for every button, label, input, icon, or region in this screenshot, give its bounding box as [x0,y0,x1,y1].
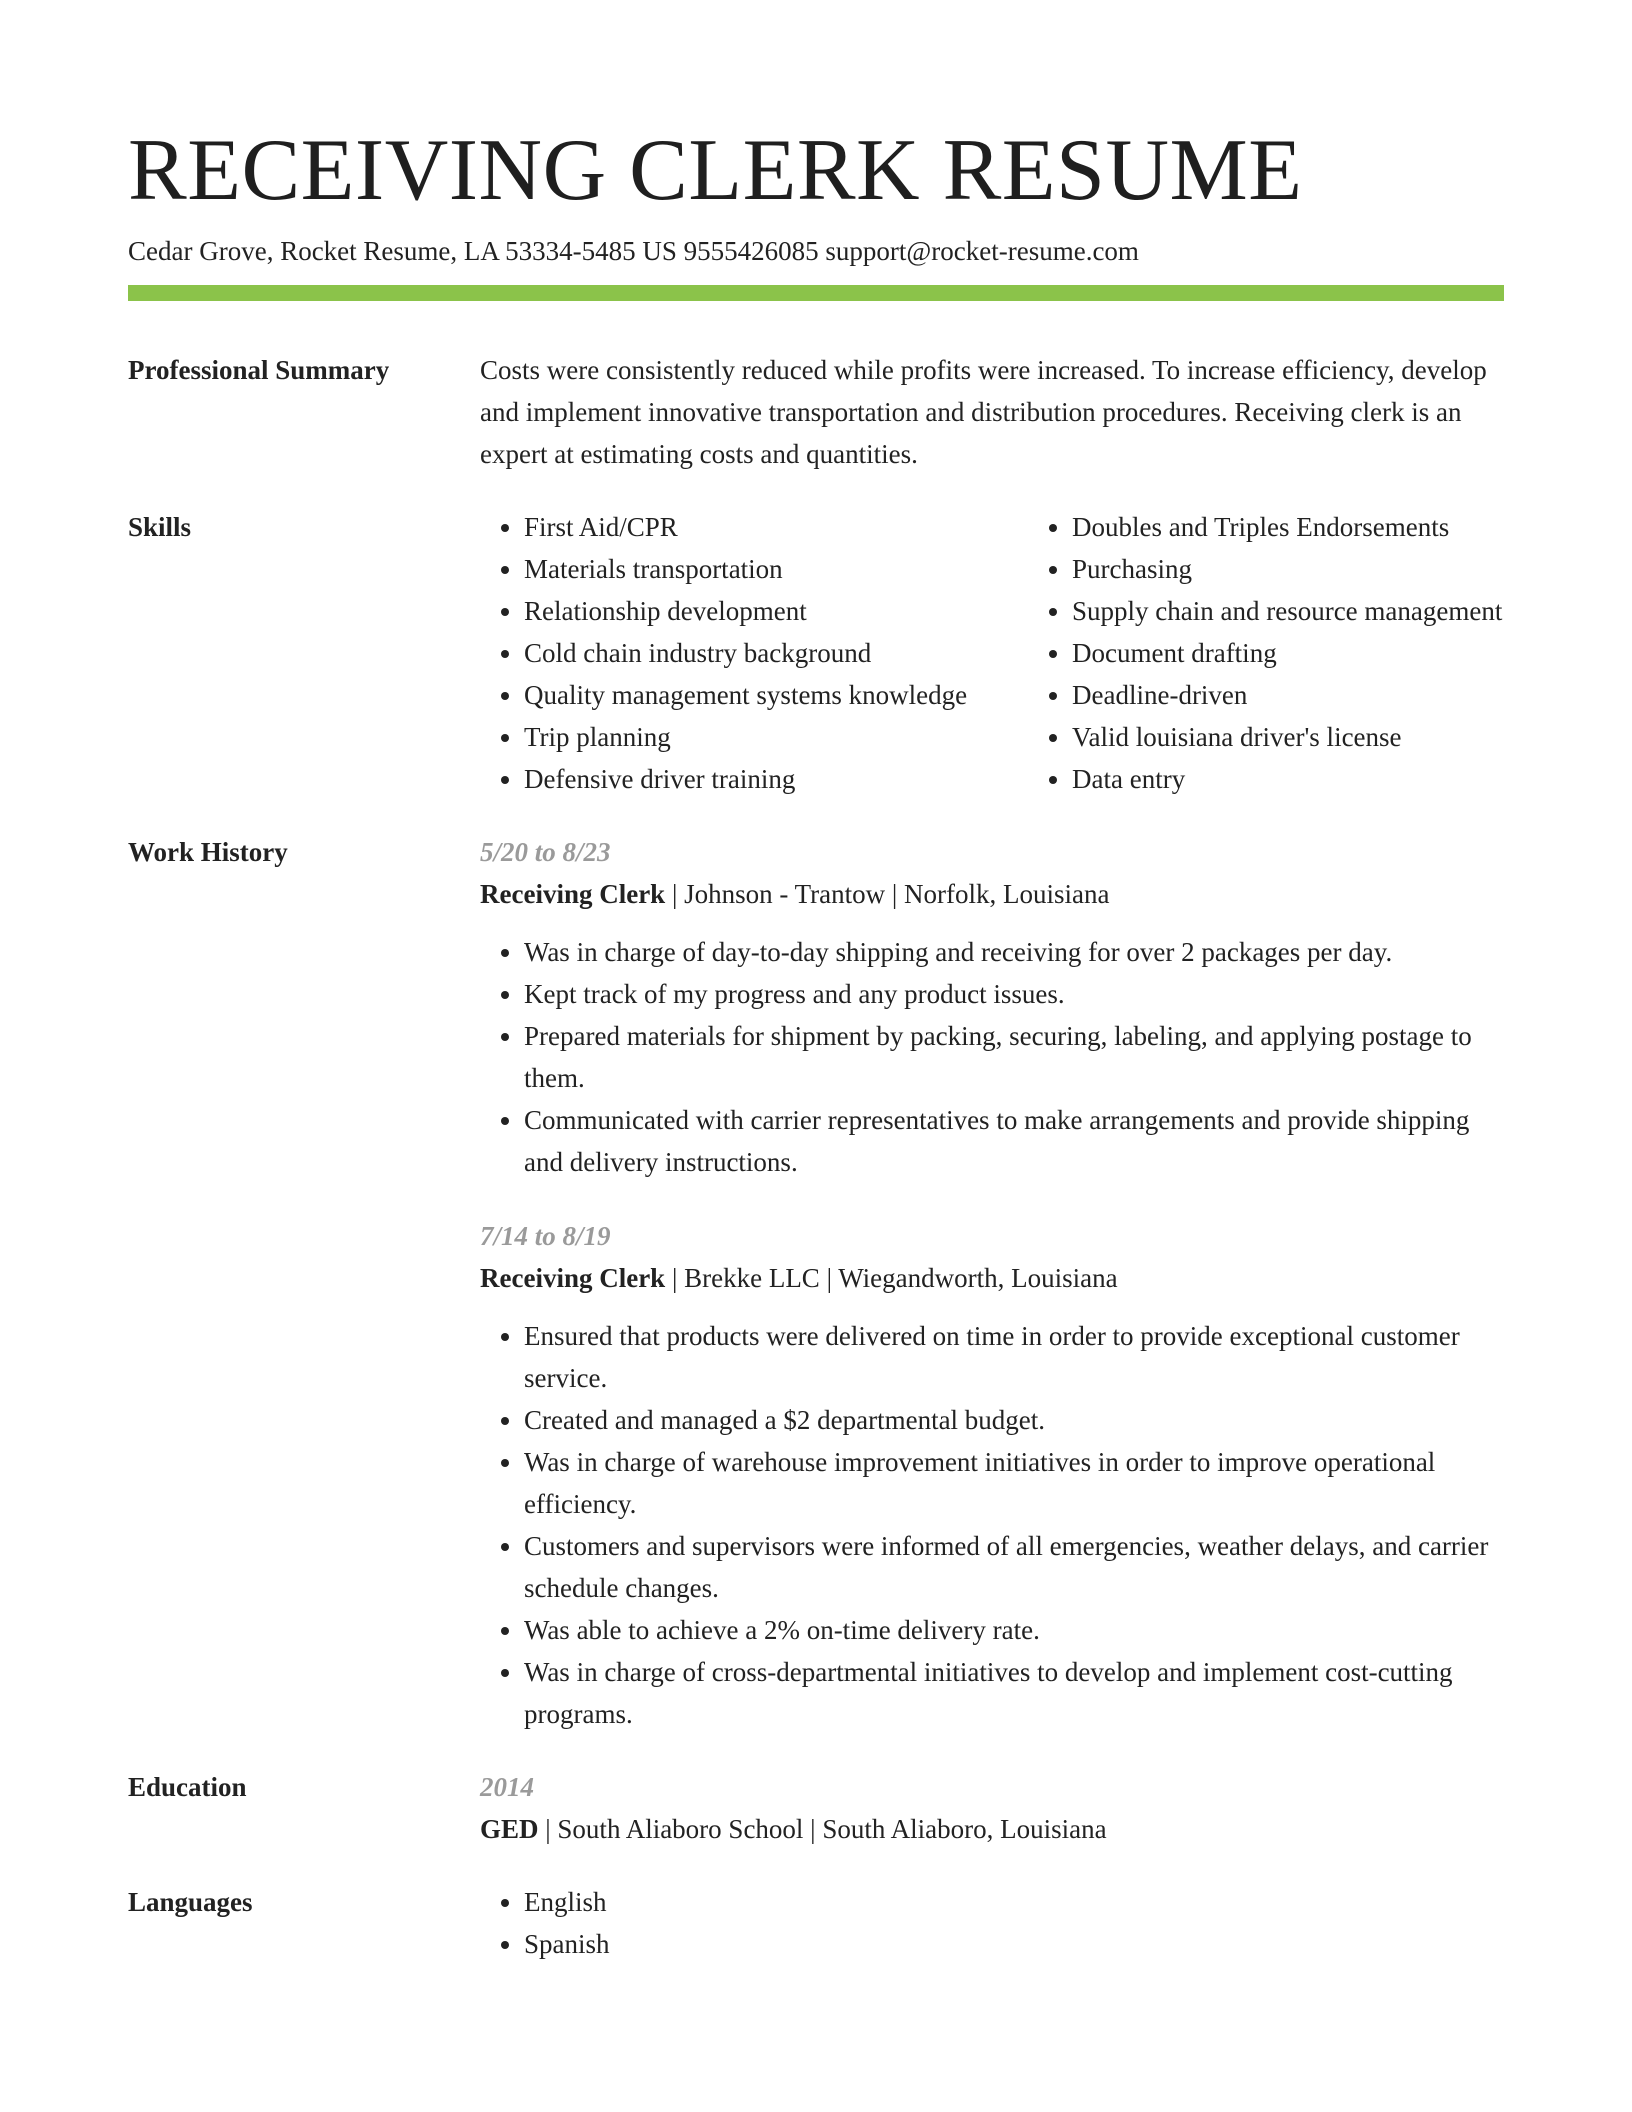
education-degree: GED [480,1813,539,1844]
work-label: Work History [128,836,288,867]
job-heading [480,873,1504,915]
job-title: Receiving Clerk [480,1262,666,1293]
job-bullet: • Created and managed a $2 departmental budget. [524,1399,1504,1441]
header-divider [128,285,1504,301]
education-label: Education [128,1771,247,1802]
job-bullet: • Prepared materials for shipment by packing, securing, labeling, and applying postage to them. [524,1015,1504,1099]
language-item: • English [524,1881,1504,1923]
job-bullets [480,1315,1504,1735]
resume-page [128,118,1504,1965]
job-bullet: • Was in charge of cross-departmental initiatives to develop and implement cost-cutting programs. [524,1651,1504,1735]
language-item: • Spanish [524,1923,1504,1965]
summary-label: Professional Summary [128,354,390,385]
languages-list [480,1881,1504,1965]
languages-entry [480,1881,1504,1965]
skill-item: • Relationship development [524,590,1028,632]
skills-columns [480,506,1572,800]
contact-line: Cedar Grove, Rocket Resume, LA 53334-5485 US 9555426085 support@rocket-resume.com [128,235,1139,266]
skill-item: • First Aid/CPR [524,506,1028,548]
skills-label: Skills [128,511,192,542]
skill-item: • Defensive driver training [524,758,1028,800]
job-entry [480,831,1504,1183]
skills-list-left [480,506,1028,800]
education-entry [480,1766,1504,1850]
languages-section [128,1881,1504,1965]
job-title: Receiving Clerk [480,878,666,909]
work-section [128,831,1504,1735]
job-heading [480,1257,1504,1299]
summary-section [128,349,1504,475]
job-bullet: • Communicated with carrier representatives to make arrangements and provide shipping and delivery instructions. [524,1099,1504,1183]
education-section [128,1766,1504,1850]
job-entry [480,1215,1504,1735]
job-bullet: • Customers and supervisors were informed of all emergencies, weather delays, and carrier schedule changes. [524,1525,1504,1609]
skills-section [128,506,1504,800]
resume-title: RECEIVING CLERK RESUME [128,122,1303,219]
skill-item: • Supply chain and resource management [1072,590,1572,632]
job-details: | Brekke LLC | Wiegandworth, Louisiana [665,1262,1118,1293]
skill-item: • Data entry [1072,758,1572,800]
skill-item: • Materials transportation [524,548,1028,590]
job-bullet: • Was able to achieve a 2% on-time delivery rate. [524,1609,1504,1651]
job-dates: 5/20 to 8/23 [480,836,611,867]
job-bullet: • Kept track of my progress and any product issues. [524,973,1504,1015]
job-dates: 7/14 to 8/19 [480,1220,611,1251]
skills-list-right [1028,506,1572,800]
job-bullet: • Was in charge of warehouse improvement initiatives in order to improve operational efficiency. [524,1441,1504,1525]
education-details: | South Aliaboro School | South Aliaboro, Louisiana [538,1813,1107,1844]
skill-item: • Purchasing [1072,548,1572,590]
job-details: | Johnson - Trantow | Norfolk, Louisiana [665,878,1110,909]
languages-label: Languages [128,1886,253,1917]
education-heading [480,1808,1504,1850]
skill-item: • Document drafting [1072,632,1572,674]
education-year: 2014 [480,1771,534,1802]
skill-item: • Valid louisiana driver's license [1072,716,1572,758]
skill-item: • Trip planning [524,716,1028,758]
summary-text: Costs were consistently reduced while profits were increased. To increase efficiency, develop and implement innovative transportation and distribution procedures. Receiving clerk is an expert at estimating costs and quantities. [480,354,1487,469]
skill-item: • Doubles and Triples Endorsements [1072,506,1572,548]
job-bullet: • Was in charge of day-to-day shipping and receiving for over 2 packages per day. [524,931,1504,973]
skill-item: • Cold chain industry background [524,632,1028,674]
skill-item: • Quality management systems knowledge [524,674,1028,716]
skill-item: • Deadline-driven [1072,674,1572,716]
job-bullet: • Ensured that products were delivered on time in order to provide exceptional customer service. [524,1315,1504,1399]
job-bullets [480,931,1504,1183]
work-entries [480,831,1504,1735]
